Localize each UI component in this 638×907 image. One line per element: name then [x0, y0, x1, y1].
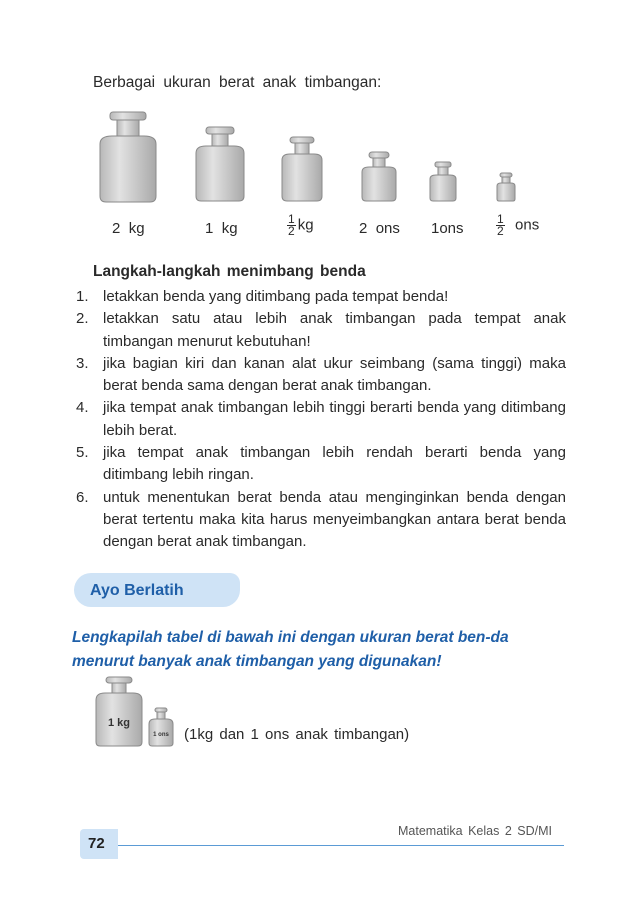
- steps-list: [76, 286, 566, 554]
- weight-2ons-icon: [362, 152, 396, 201]
- list-item: 1. letakkan benda yang ditimbang pada tempat benda!: [76, 288, 449, 305]
- example-small-label: 1 ons: [153, 732, 169, 738]
- steps-heading: Langkah-langkah menimbang benda: [93, 263, 366, 280]
- weight-1kg-icon: [196, 127, 244, 201]
- weight-1kg-icon: [96, 677, 142, 746]
- list-item: 2. letakkan satu atau lebih anak timbangan pada tempat anak timbangan menurut kebutuhan!: [76, 310, 566, 350]
- weight-label-half-ons: $\frac{1}{2}$ ons: [497, 212, 540, 238]
- weight-2kg-icon: [100, 112, 156, 202]
- weight-label-1ons: 1ons: [431, 220, 464, 237]
- example-weights-illustration: [94, 676, 184, 748]
- section-title: Ayo Berlatih: [90, 582, 184, 599]
- footer-divider: [118, 845, 564, 846]
- list-item: 3. jika bagian kiri dan kanan alat ukur seimbang (sama tinggi) maka berat benda sama dengan berat anak timbangan.: [76, 354, 566, 395]
- weight-1ons-icon: [430, 162, 456, 201]
- page-number: 72: [88, 835, 105, 852]
- weights-illustration: [0, 100, 638, 260]
- weight-half-kg-icon: [282, 137, 322, 201]
- example-big-label: 1 kg: [107, 717, 131, 729]
- weight-label-1kg: 1 kg: [205, 220, 238, 237]
- book-title: Matematika Kelas 2 SD/MI: [398, 824, 552, 838]
- intro-text: Berbagai ukuran berat anak timbangan:: [93, 74, 382, 91]
- weight-half-ons-icon: [497, 173, 515, 201]
- example-text: (1kg dan 1 ons anak timbangan): [184, 726, 410, 743]
- weight-label-2ons: 2 ons: [359, 220, 400, 237]
- practice-instruction: Lengkapilah tabel di bawah ini dengan ukuran berat ben-da menurut banyak anak timbangan yang digunakan!: [72, 629, 509, 670]
- list-item: 6. untuk menentukan berat benda atau menginginkan benda dengan berat tertentu maka kita harus menyeimbangkan antara berat benda dengan berat anak timbangan.: [76, 488, 566, 551]
- list-item: 4. jika tempat anak timbangan lebih tinggi berarti benda yang ditimbang lebih berat.: [76, 399, 566, 439]
- weight-label-half-kg: $\frac{1}{2}$ kg: [288, 212, 314, 238]
- weight-1ons-icon: [149, 708, 173, 746]
- list-item: 5. jika tempat anak timbangan lebih rendah berarti benda yang ditimbang lebih ringan.: [76, 444, 566, 484]
- weight-label-2kg: 2 kg: [112, 220, 145, 237]
